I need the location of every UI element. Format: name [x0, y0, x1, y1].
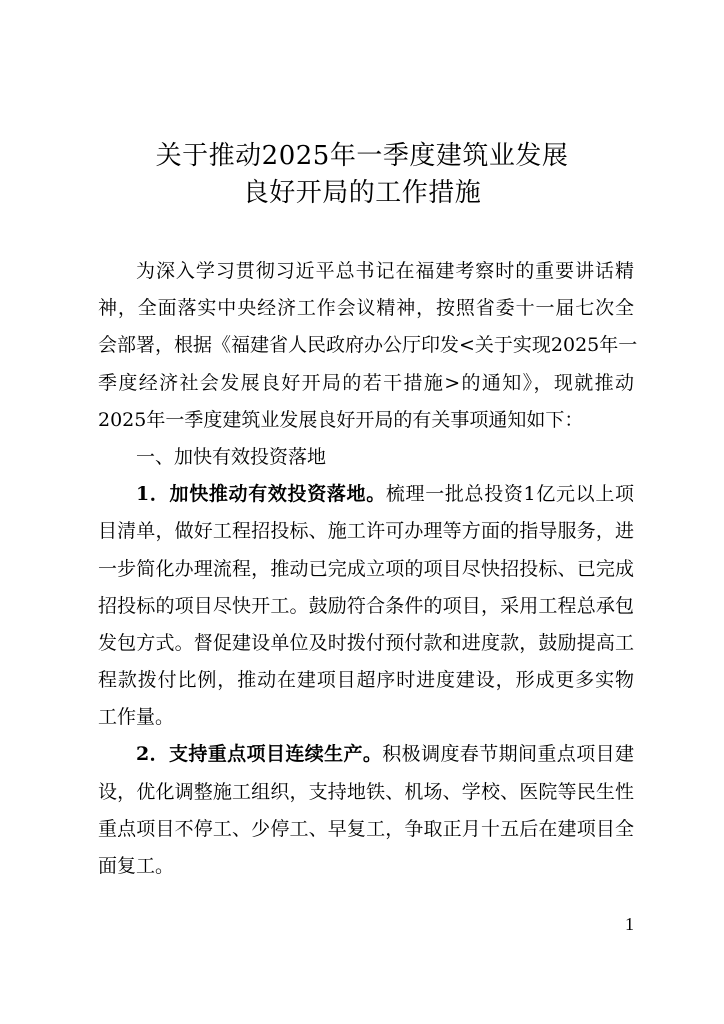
- title-line-2: 良好开局的工作措施: [242, 178, 482, 208]
- item-1-line-2: 目清单，做好工程招投标、施工许可办理等方面的指导服务，进: [98, 520, 634, 543]
- item-1-line-1: [98, 476, 634, 513]
- item-1-line-7: 工作量。: [98, 706, 175, 729]
- item-1-heading: 1．加快推动有效投资落地。: [136, 483, 386, 506]
- intro-line-4: 季度经济社会发展良好开局的若干措施>的通知》，现就推动: [98, 371, 634, 394]
- intro-line-1: 为深入学习贯彻习近平总书记在福建考察时的重要讲话精: [136, 260, 634, 282]
- item-1-line-4: 招投标的项目尽快开工。鼓励符合条件的项目，采用工程总承包: [98, 594, 634, 617]
- title-line-1: 关于推动2025年一季度建筑业发展: [155, 141, 569, 171]
- item-1-paragraph: [98, 476, 634, 736]
- document-title: [90, 138, 634, 212]
- item-2-line-1: [98, 736, 634, 773]
- section-heading-1: 一、加快有效投资落地: [136, 445, 327, 468]
- item-2-heading: 2．支持重点项目连续生产。: [136, 743, 383, 766]
- item-1-line-1-text: 梳理一批总投资1亿元以上项: [385, 483, 634, 506]
- intro-paragraph: [98, 253, 638, 439]
- page-number: 1: [625, 914, 634, 934]
- item-1-line-3: 一步简化办理流程，推动已完成立项的项目尽快招投标、已完成: [98, 557, 634, 580]
- item-2-line-1-text: 积极调度春节期间重点项目建: [382, 743, 634, 766]
- document-body: [98, 253, 638, 885]
- item-2-paragraph: [98, 736, 634, 885]
- item-2-line-3: 重点项目不停工、少停工、早复工，争取正月十五后在建项目全: [98, 817, 634, 840]
- intro-line-3: 会部署，根据《福建省人民政府办公厅印发<关于实现2025年一: [98, 334, 638, 357]
- intro-line-5: 2025年一季度建筑业发展良好开局的有关事项通知如下：: [98, 408, 584, 431]
- intro-line-2: 神，全面落实中央经济工作会议精神，按照省委十一届七次全: [98, 297, 634, 320]
- item-1-line-6: 程款拨付比例，推动在建项目超序时进度建设，形成更多实物: [98, 669, 634, 692]
- item-2-line-2: 设，优化调整施工组织，支持地铁、机场、学校、医院等民生性: [98, 780, 634, 803]
- item-2-line-4: 面复工。: [98, 855, 175, 877]
- item-1-line-5: 发包方式。督促建设单位及时拨付预付款和进度款，鼓励提高工: [98, 631, 634, 654]
